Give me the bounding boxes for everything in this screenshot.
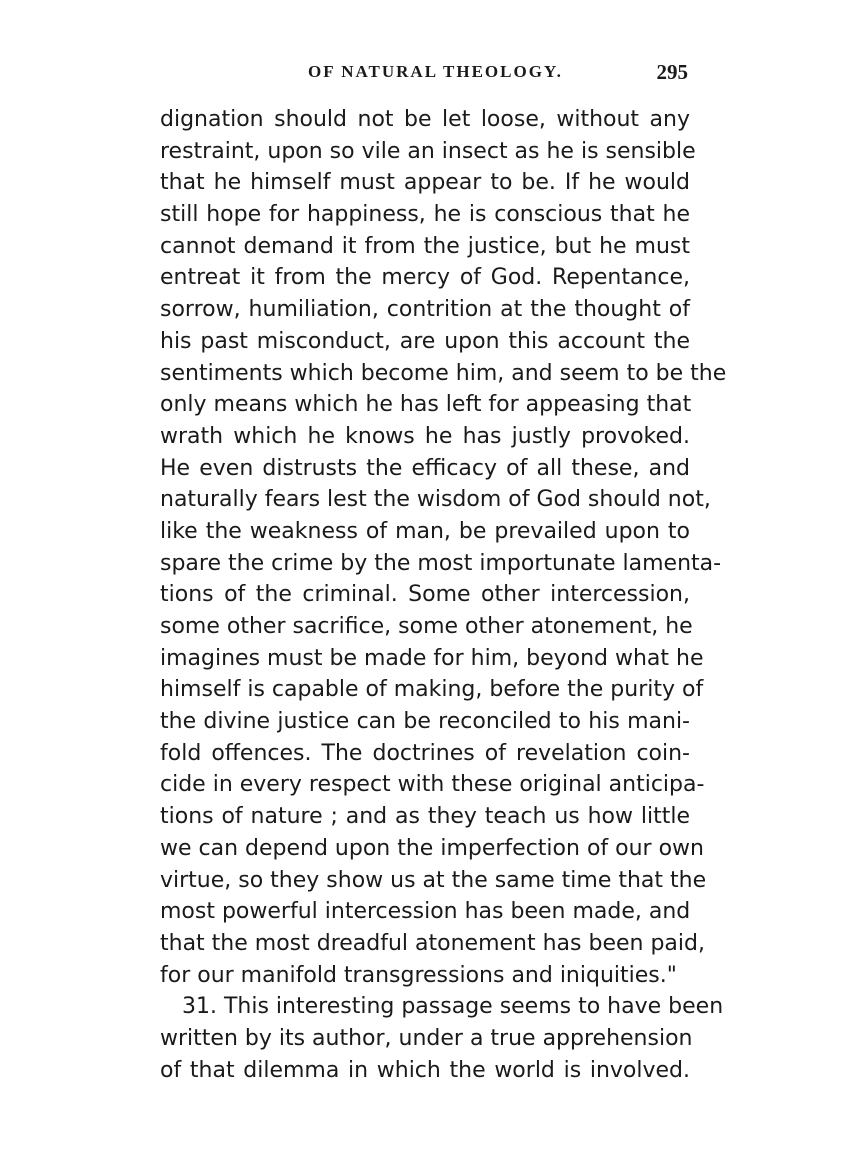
text-line: most powerful intercession has been made, and [160, 899, 691, 925]
text-line: that the most dreadful atonement has been paid, [160, 930, 705, 956]
text-line: for our manifold transgressions and iniquities." [160, 962, 677, 988]
text-line: of that dilemma in which the world is involved. [160, 1057, 690, 1083]
page-number: 295 [656, 60, 688, 84]
body-text [160, 104, 727, 1086]
text-line: cannot demand it from the justice, but he must [160, 233, 690, 259]
text-line: his past misconduct, are upon this account the [160, 328, 690, 354]
text-line: restraint, upon so vile an insect as he is sensible [160, 138, 696, 164]
text-line: the divine justice can be reconciled to his mani- [160, 709, 690, 735]
text-line: sorrow, humiliation, contrition at the thought of [160, 297, 690, 323]
text-line: He even distrusts the efficacy of all these, and [160, 455, 690, 481]
running-head [160, 58, 690, 86]
text-line: sentiments which become him, and seem to be the [160, 360, 727, 386]
text-line: himself is capable of making, before the purity of [160, 677, 704, 703]
text-line: naturally fears lest the wisdom of God should not, [160, 487, 711, 513]
text-line: dignation should not be let loose, without any [160, 107, 690, 132]
text-line: still hope for happiness, he is conscious that he [160, 202, 690, 228]
text-line: virtue, so they show us at the same time that the [160, 867, 707, 893]
text-line: written by its author, under a true apprehension [160, 1025, 693, 1051]
text-line: only means which he has left for appeasing that [160, 392, 692, 418]
text-line: tions of the criminal. Some other intercession, [160, 582, 690, 608]
text-line: fold offences. The doctrines of revelation coin- [160, 740, 690, 766]
text-line: 31. This interesting passage seems to have been [182, 994, 724, 1020]
text-line: cide in every respect with these original anticipa- [160, 772, 705, 798]
text-line: tions of nature ; and as they teach us how little [160, 804, 690, 830]
text-line: entreat it from the mercy of God. Repentance, [160, 265, 690, 291]
text-line: we can depend upon the imperfection of our own [160, 835, 704, 861]
text-line: imagines must be made for him, beyond what he [160, 645, 704, 671]
paragraph-2 [160, 991, 724, 1086]
paragraph-1 [160, 104, 727, 991]
text-line: some other sacrifice, some other atonement, he [160, 614, 693, 639]
text-line: like the weakness of man, be prevailed upon to [160, 518, 690, 544]
text-line: that he himself must appear to be. If he would [160, 170, 690, 196]
text-line: spare the crime by the most importunate lamenta- [160, 550, 722, 576]
running-title: OF NATURAL THEOLOGY. [308, 62, 563, 81]
text-line: wrath which he knows he has justly provoked. [160, 423, 690, 449]
